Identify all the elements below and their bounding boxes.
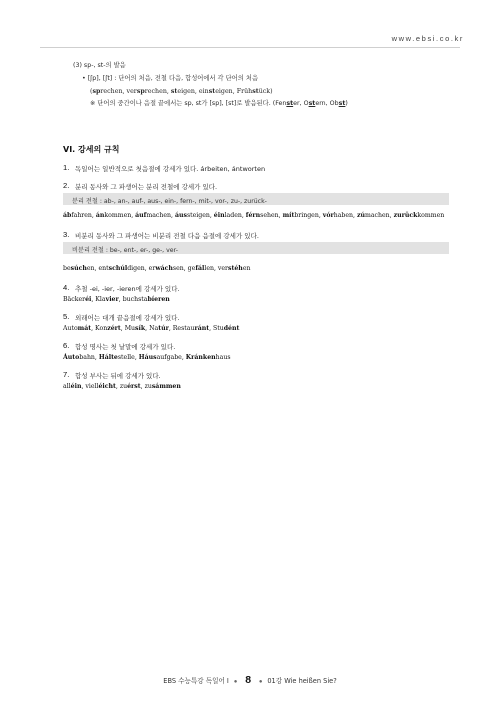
rule-number: 1. — [63, 163, 70, 172]
section-6-title: VI. 강세의 규칙 — [63, 145, 120, 154]
rule-examples: besúchen, entschúldigen, erwáchsen, gefállen, verstéhen — [63, 265, 251, 272]
footer-dot-left: ● — [233, 679, 238, 685]
rule-text: 추철 -ei, -ier, -ieren에 강세가 있다. — [75, 285, 180, 293]
rule-number: 7. — [63, 370, 70, 379]
rule-text: 합성 부사는 뒤에 강세가 있다. — [75, 372, 161, 380]
rule-text: 비분리 동사와 그 파생어는 비분리 전철 다음 음절에 강세가 있다. — [75, 232, 259, 240]
separable-prefix-list: 분리 전철 : ab-, an-, auf-, aus-, ein-, fern-, mit-, vor-, zu-, zurück- — [72, 198, 267, 205]
inseparable-prefix-list: 비분리 전철 : be-, ent-, er-, ge-, ver- — [72, 247, 178, 254]
rule-text: 분리 동사와 그 파생어는 분리 전철에 강세가 있다. — [75, 183, 218, 191]
rule-number: 6. — [63, 341, 70, 350]
rule-text: 독일어는 일반적으로 첫음절에 강세가 있다. árbeiten, ántworten — [75, 165, 266, 173]
rule-number: 3. — [63, 230, 70, 239]
rule-number: 5. — [63, 312, 70, 321]
rule-text: 합성 명사는 첫 낱말에 강세가 있다. — [75, 343, 176, 351]
rule-number: 2. — [63, 181, 70, 190]
section-3-bullet: • [ʃp], [ʃt] : 단어의 처음, 전철 다음, 합성어에서 각 단어의 처음 — [82, 75, 259, 82]
separable-prefix-box — [63, 193, 449, 205]
section-3-heading: (3) sp-, st-의 발음 — [73, 62, 126, 69]
rule-examples: Bäckeréi, Klavier, buchstabíeren — [63, 296, 170, 303]
header-divider — [40, 47, 460, 48]
rule-examples: Automát, Konzért, Musík, Natúr, Restauránt, Studént — [63, 325, 240, 332]
rule-examples: alléin, vielléicht, zuérst, zusámmen — [63, 383, 181, 390]
footer-lesson-title: 01강 Wie heißen Sie? — [267, 677, 337, 685]
rule-examples: Áutobahn, Háltestelle, Háusaufgabe, Kránkenhaus — [63, 354, 231, 361]
rule-text: 외래어는 대개 끝음절에 강세가 있다. — [75, 314, 180, 322]
page-number: 8 — [245, 674, 252, 686]
header-url: www.ebsi.co.kr — [391, 34, 464, 43]
section-3-examples: (sprechen, versprechen, steigen, einsteigen, Frühstück) — [90, 88, 273, 95]
rule-examples: ábfahren, ánkommen, áufmachen, áussteigen, éinladen, férnsehen, mítbringen, vórhaben, zúmachen, zurückkommen — [63, 212, 445, 219]
footer-dot-right: ● — [258, 679, 263, 685]
section-3-note: ※ 단어의 중간이나 음절 끝에서는 sp, st가 [sp], [st]로 발음된다. (Fenster, Ostern, Obst) — [90, 100, 348, 107]
footer-book-title: EBS 수능특강 독일어 I — [163, 677, 229, 685]
page-footer — [0, 674, 500, 686]
rule-number: 4. — [63, 283, 70, 292]
inseparable-prefix-box — [63, 242, 449, 254]
